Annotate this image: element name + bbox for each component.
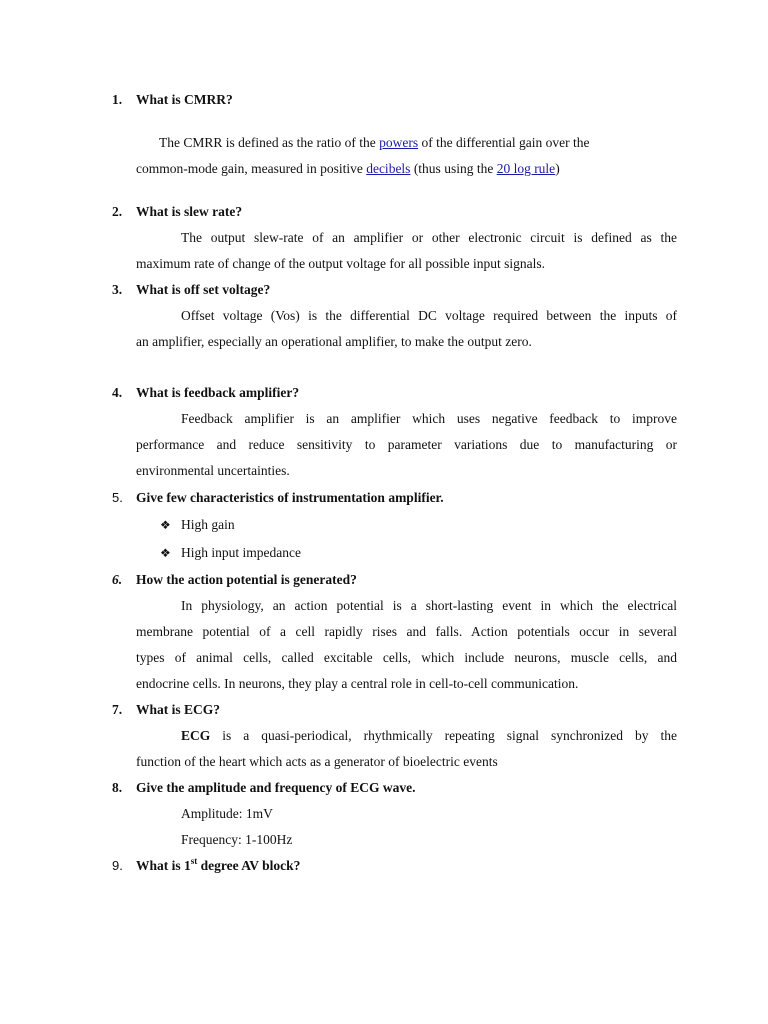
slew-answer-line-2: maximum rate of change of the output voltage for all possible input signals.	[136, 256, 546, 271]
question-text: What is CMRR?	[136, 92, 233, 107]
action-potential-line-3	[136, 649, 677, 667]
20-log-rule-link[interactable]: 20 log rule	[496, 161, 556, 176]
question-5	[112, 489, 444, 507]
question-3	[112, 281, 270, 299]
answer-text: In physiology, an action potential is a short-lasting event in which the electrical	[181, 598, 677, 613]
feedback-answer-line-2	[136, 436, 677, 454]
ecg-frequency: Frequency: 1-100Hz	[181, 832, 293, 847]
question-number: 6.	[112, 572, 123, 587]
answer-text: performance and reduce sensitivity to parameter variations due to manufacturing or	[136, 437, 677, 452]
question-number: 7.	[112, 702, 123, 717]
question-4	[112, 384, 299, 402]
question-9	[112, 857, 300, 875]
offset-answer-line-2: an amplifier, especially an operational amplifier, to make the output zero.	[136, 334, 532, 349]
question-text: What is ECG?	[136, 702, 221, 717]
bullet-icon: ❖	[160, 546, 171, 560]
question-text: Give few characteristics of instrumentation amplifier.	[136, 490, 444, 505]
cmrr-answer-line-2	[136, 160, 560, 178]
question-number: 2.	[112, 204, 123, 219]
answer-text: Feedback amplifier is an amplifier which uses negative feedback to improve	[181, 411, 677, 426]
question-number: 3.	[112, 282, 123, 297]
ecg-amplitude: Amplitude: 1mV	[181, 806, 273, 821]
ecg-answer-line-2: function of the heart which acts as a generator of bioelectric events	[136, 754, 498, 769]
answer-text: is a quasi-periodical, rhythmically repeating signal synchronized by the	[210, 728, 677, 743]
feedback-answer-line-3: environmental uncertainties.	[136, 463, 290, 478]
question-text	[136, 855, 301, 873]
question-7	[112, 701, 220, 719]
ecg-answer-line-1	[136, 727, 677, 745]
answer-text: membrane potential of a cell rapidly rises and falls. Action potentials occur in several	[136, 624, 677, 639]
question-number: 8.	[112, 780, 123, 795]
question-6	[112, 571, 357, 589]
answer-text: The output slew-rate of an amplifier or other electronic circuit is defined as the	[181, 230, 677, 245]
question-number: 9.	[112, 858, 123, 873]
answer-text: )	[555, 161, 560, 176]
action-potential-line-1	[136, 597, 677, 615]
answer-text: Offset voltage (Vos) is the differential DC voltage required between the inputs of	[181, 308, 677, 323]
bullet-icon: ❖	[160, 518, 171, 532]
question-number: 4.	[112, 385, 123, 400]
list-item: High gain	[181, 517, 235, 532]
question-text: What is feedback amplifier?	[136, 385, 300, 400]
cmrr-answer-line-1	[159, 134, 590, 152]
question-number: 1.	[112, 92, 123, 107]
answer-text: The CMRR is defined as the ratio of the	[159, 135, 380, 150]
answer-text: common-mode gain, measured in positive	[136, 161, 367, 176]
answer-text: (thus using the	[410, 161, 497, 176]
question-text: Give the amplitude and frequency of ECG wave.	[136, 780, 416, 795]
feedback-answer-line-1	[136, 410, 677, 428]
question-text: How the action potential is generated?	[136, 572, 357, 587]
decibels-link[interactable]: decibels	[366, 161, 411, 176]
action-potential-line-2	[136, 623, 677, 641]
question-8	[112, 779, 416, 797]
question-text-part: What is 1	[136, 858, 191, 873]
list-item: High input impedance	[181, 545, 301, 560]
answer-text: types of animal cells, called excitable cells, which include neurons, muscle cells, and	[136, 650, 677, 665]
answer-text: of the differential gain over the	[418, 135, 590, 150]
powers-link[interactable]: powers	[379, 135, 419, 150]
ecg-term: ECG	[181, 728, 211, 743]
slew-answer-line-1	[136, 229, 677, 247]
question-text-part: degree AV block?	[197, 858, 301, 873]
question-text: What is off set voltage?	[136, 282, 271, 297]
question-2	[112, 203, 242, 221]
question-number: 5.	[112, 490, 123, 505]
question-1	[112, 91, 233, 109]
action-potential-line-4: endocrine cells. In neurons, they play a central role in cell-to-cell communication.	[136, 676, 579, 691]
offset-answer-line-1	[136, 307, 677, 325]
question-text: What is slew rate?	[136, 204, 243, 219]
ordinal-superscript: st	[190, 855, 198, 866]
